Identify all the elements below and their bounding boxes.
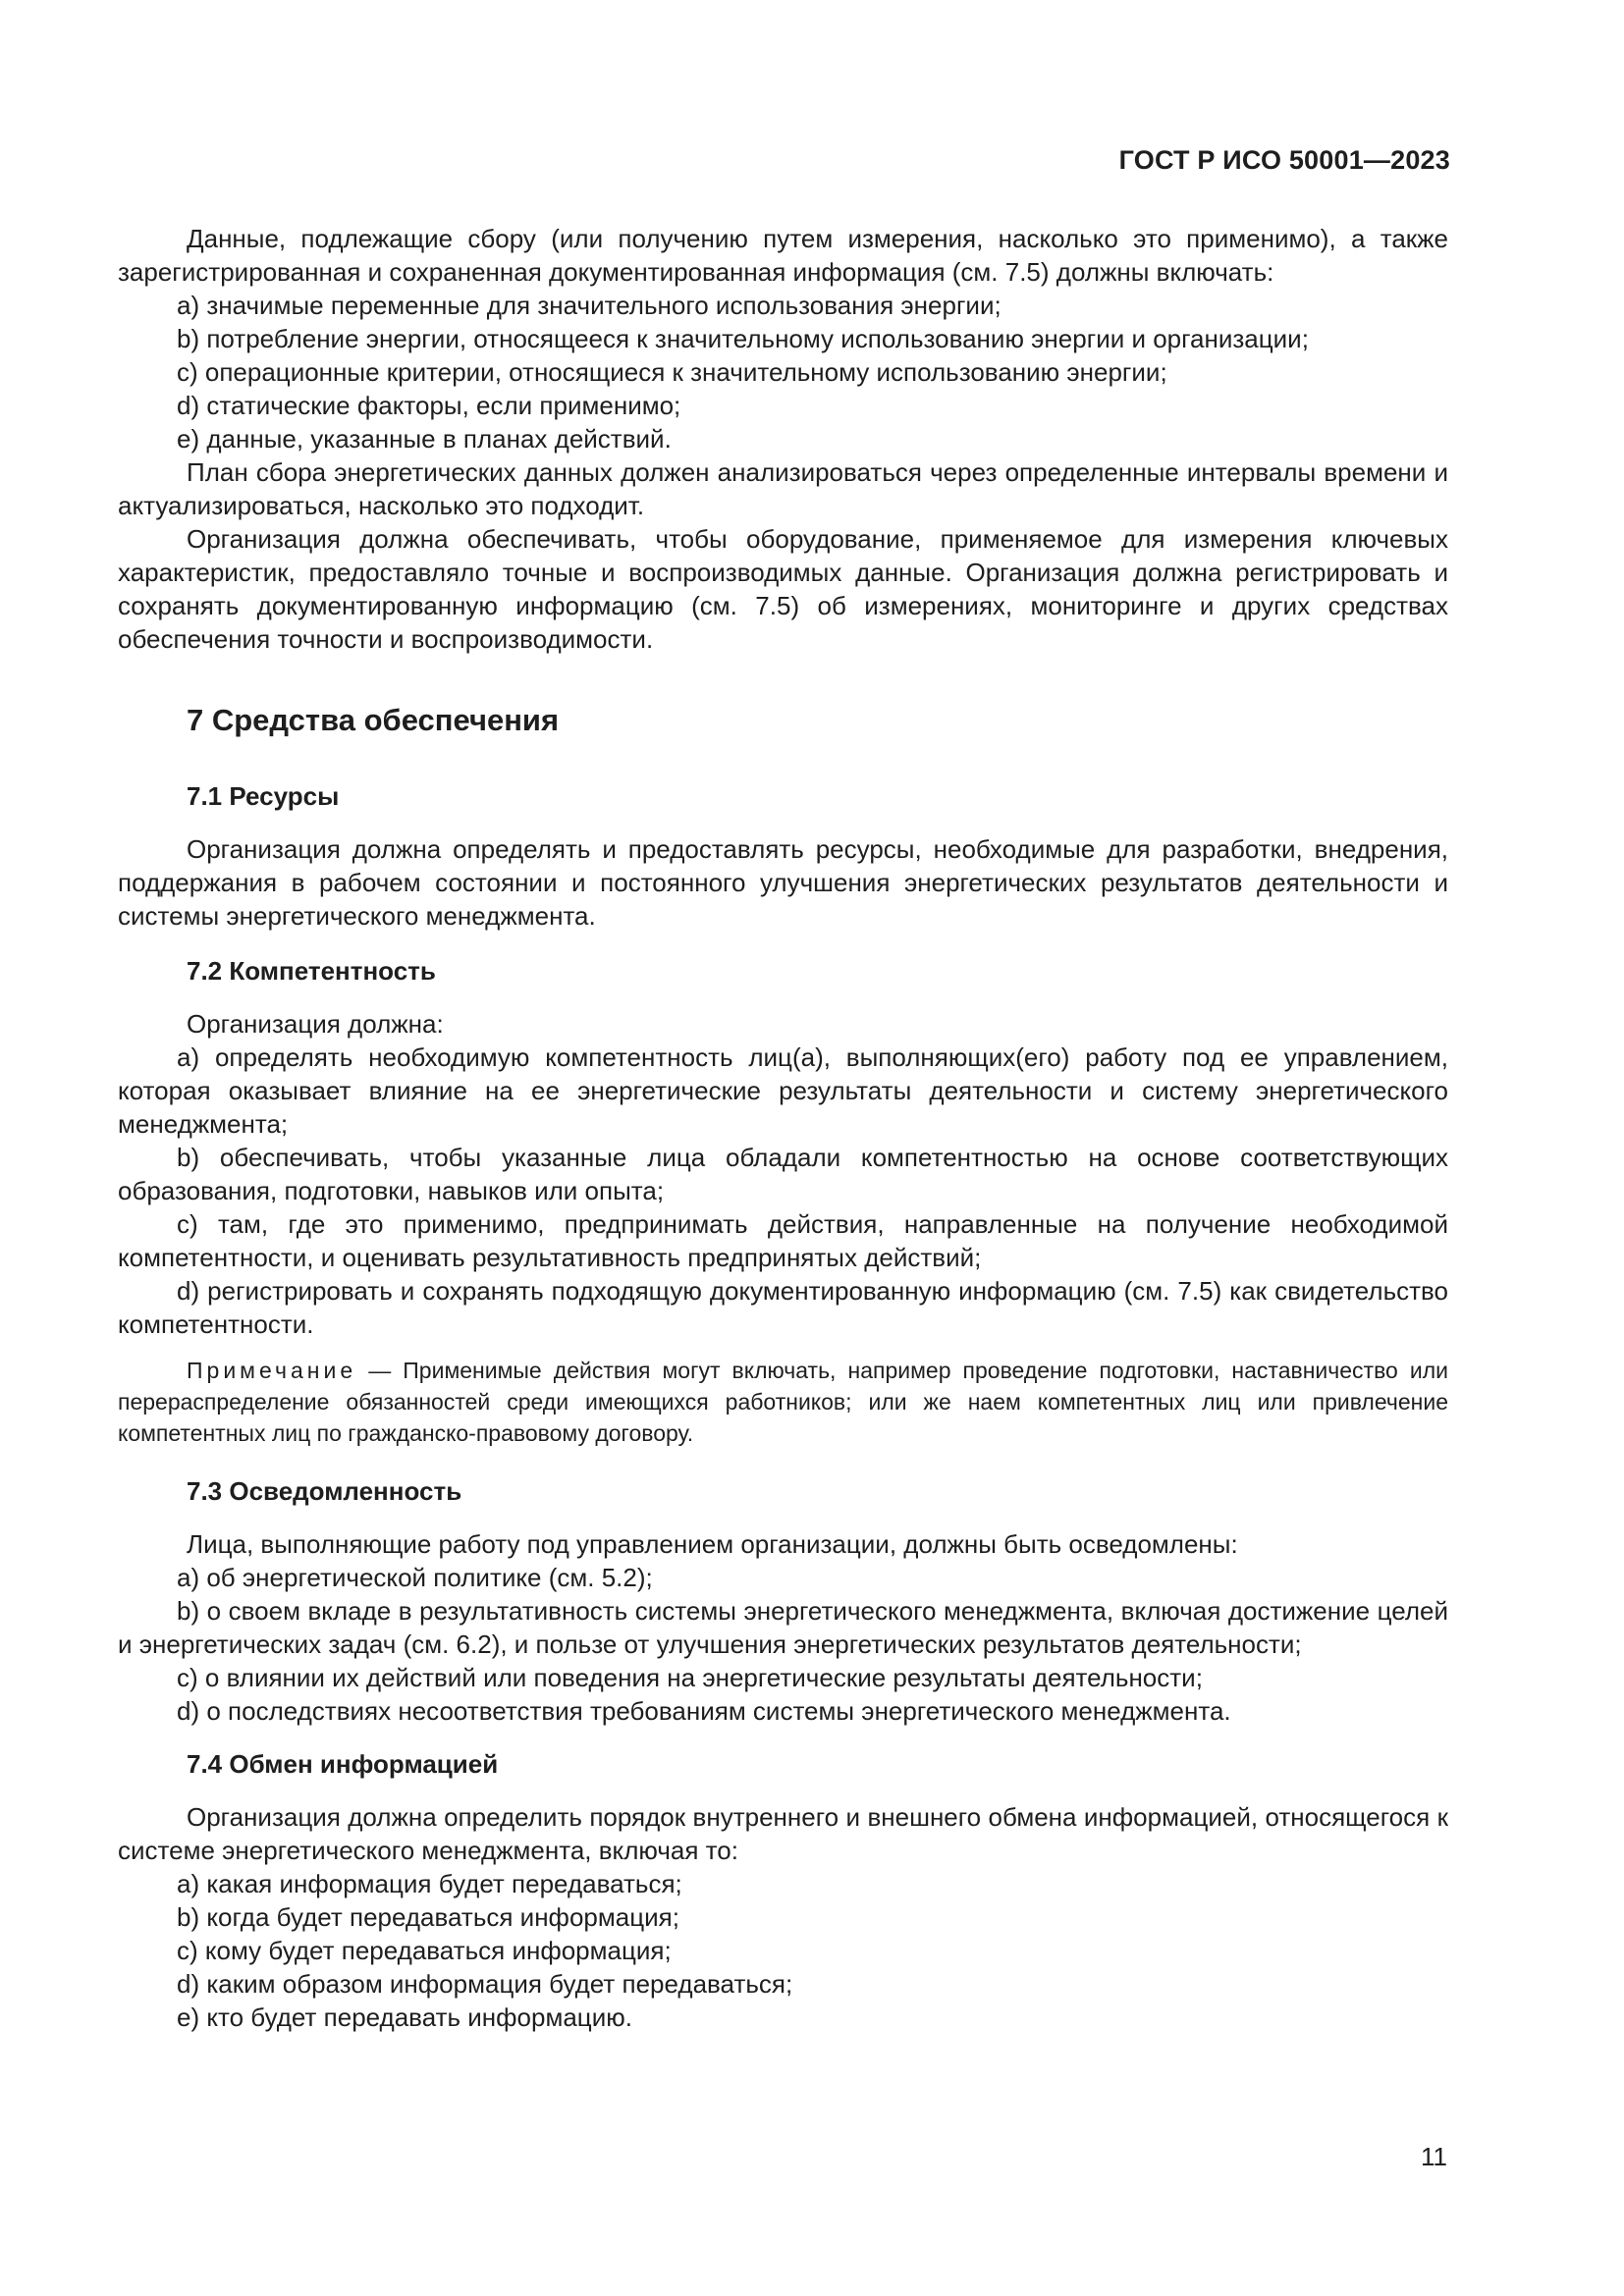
- section-7-3-item-c: c) о влиянии их действий или поведения на энергетические результаты деятельности;: [177, 1663, 1203, 1692]
- section-7-2-item-a: a) определять необходимую компетентность лиц(а), выполняющих(его) работу под ее управлением, которая оказывает влияние на ее энергетические результаты деятельности и систему энергетического менеджмента;: [118, 1042, 1448, 1139]
- section-7-2-item-c: c) там, где это применимо, предпринимать действия, направленные на получение необходимой компетентности, и оценивать результативность предпринятых действий;: [118, 1209, 1448, 1272]
- section-7-1-title: 7.1 Ресурсы: [187, 781, 340, 811]
- section-7-4-item-c: c) кому будет передаваться информация;: [177, 1936, 672, 1965]
- intro-paragraph-2: План сбора энергетических данных должен анализироваться через определенные интервалы времени и актуализироваться, насколько это подходит.: [118, 457, 1448, 520]
- section-7-4-item-a: a) какая информация будет передаваться;: [177, 1869, 682, 1898]
- section-7-3-lead: Лица, выполняющие работу под управлением организации, должны быть осведомлены:: [187, 1529, 1238, 1559]
- page-content: [118, 222, 1448, 2034]
- note-text: — Применимые действия могут включать, например проведение подготовки, наставничество или перераспределение обязанностей среди имеющихся работников; или же наем компетентных лиц или привлечение компетентных лиц по гражданско-правовому договору.: [118, 1358, 1448, 1446]
- intro-item-b: b) потребление энергии, относящееся к значительному использованию энергии и организации;: [177, 324, 1309, 353]
- section-7-2-lead: Организация должна:: [187, 1009, 444, 1039]
- section-7-2-item-d: d) регистрировать и сохранять подходящую документированную информацию (см. 7.5) как свидетельство компетентности.: [118, 1276, 1448, 1339]
- intro-item-e: e) данные, указанные в планах действий.: [177, 424, 672, 454]
- section-7-title: 7 Средства обеспечения: [187, 703, 560, 737]
- note-label: Примечание: [187, 1358, 357, 1383]
- section-7-3-item-a: a) об энергетической политике (см. 5.2);: [177, 1563, 653, 1592]
- section-7-2-title: 7.2 Компетентность: [187, 956, 436, 986]
- intro-paragraph-3: Организация должна обеспечивать, чтобы оборудование, применяемое для измерения ключевых характеристик, предоставляло точные и воспроизводимых данные. Организация должна регистрировать и сохранять документированную информацию (см. 7.5) об измерениях, мониторинге и других средствах обеспечения точности и воспроизводимости.: [118, 524, 1448, 654]
- section-7-3-item-d: d) о последствиях несоответствия требованиям системы энергетического менеджмента.: [177, 1696, 1231, 1726]
- intro-item-a: a) значимые переменные для значительного использования энергии;: [177, 291, 1001, 320]
- section-7-4-title: 7.4 Обмен информацией: [187, 1749, 499, 1779]
- intro-item-c: c) операционные критерии, относящиеся к значительному использованию энергии;: [177, 357, 1167, 387]
- section-7-3-item-b: b) о своем вкладе в результативность системы энергетического менеджмента, включая достижение целей и энергетических задач (см. 6.2), и пользе от улучшения энергетических результатов деятельности;: [118, 1596, 1448, 1659]
- standard-header: ГОСТ Р ИСО 50001—2023: [1118, 145, 1450, 175]
- intro-paragraph-1: Данные, подлежащие сбору (или получению путем измерения, насколько это применимо), а также зарегистрированная и сохраненная документированная информация (см. 7.5) должны включать:: [118, 224, 1448, 287]
- section-7-4-item-e: e) кто будет передавать информацию.: [177, 2002, 632, 2032]
- section-7-2-item-b: b) обеспечивать, чтобы указанные лица обладали компетентностью на основе соответствующих образования, подготовки, навыков или опыта;: [118, 1143, 1448, 1205]
- section-7-3-title: 7.3 Осведомленность: [187, 1476, 462, 1506]
- section-7-1-paragraph: Организация должна определять и предоставлять ресурсы, необходимые для разработки, внедрения, поддержания в рабочем состоянии и постоянного улучшения энергетических результатов деятельности и системы энергетического менеджмента.: [118, 834, 1448, 931]
- page-number: 11: [1421, 2142, 1447, 2171]
- intro-item-d: d) статические факторы, если применимо;: [177, 391, 681, 420]
- section-7-4-lead: Организация должна определить порядок внутреннего и внешнего обмена информацией, относящегося к системе энергетического менеджмента, включая то:: [118, 1802, 1448, 1865]
- section-7-2-note: [118, 1355, 1448, 1449]
- section-7-4-item-d: d) каким образом информация будет передаваться;: [177, 1969, 793, 1999]
- section-7-4-item-b: b) когда будет передаваться информация;: [177, 1902, 679, 1932]
